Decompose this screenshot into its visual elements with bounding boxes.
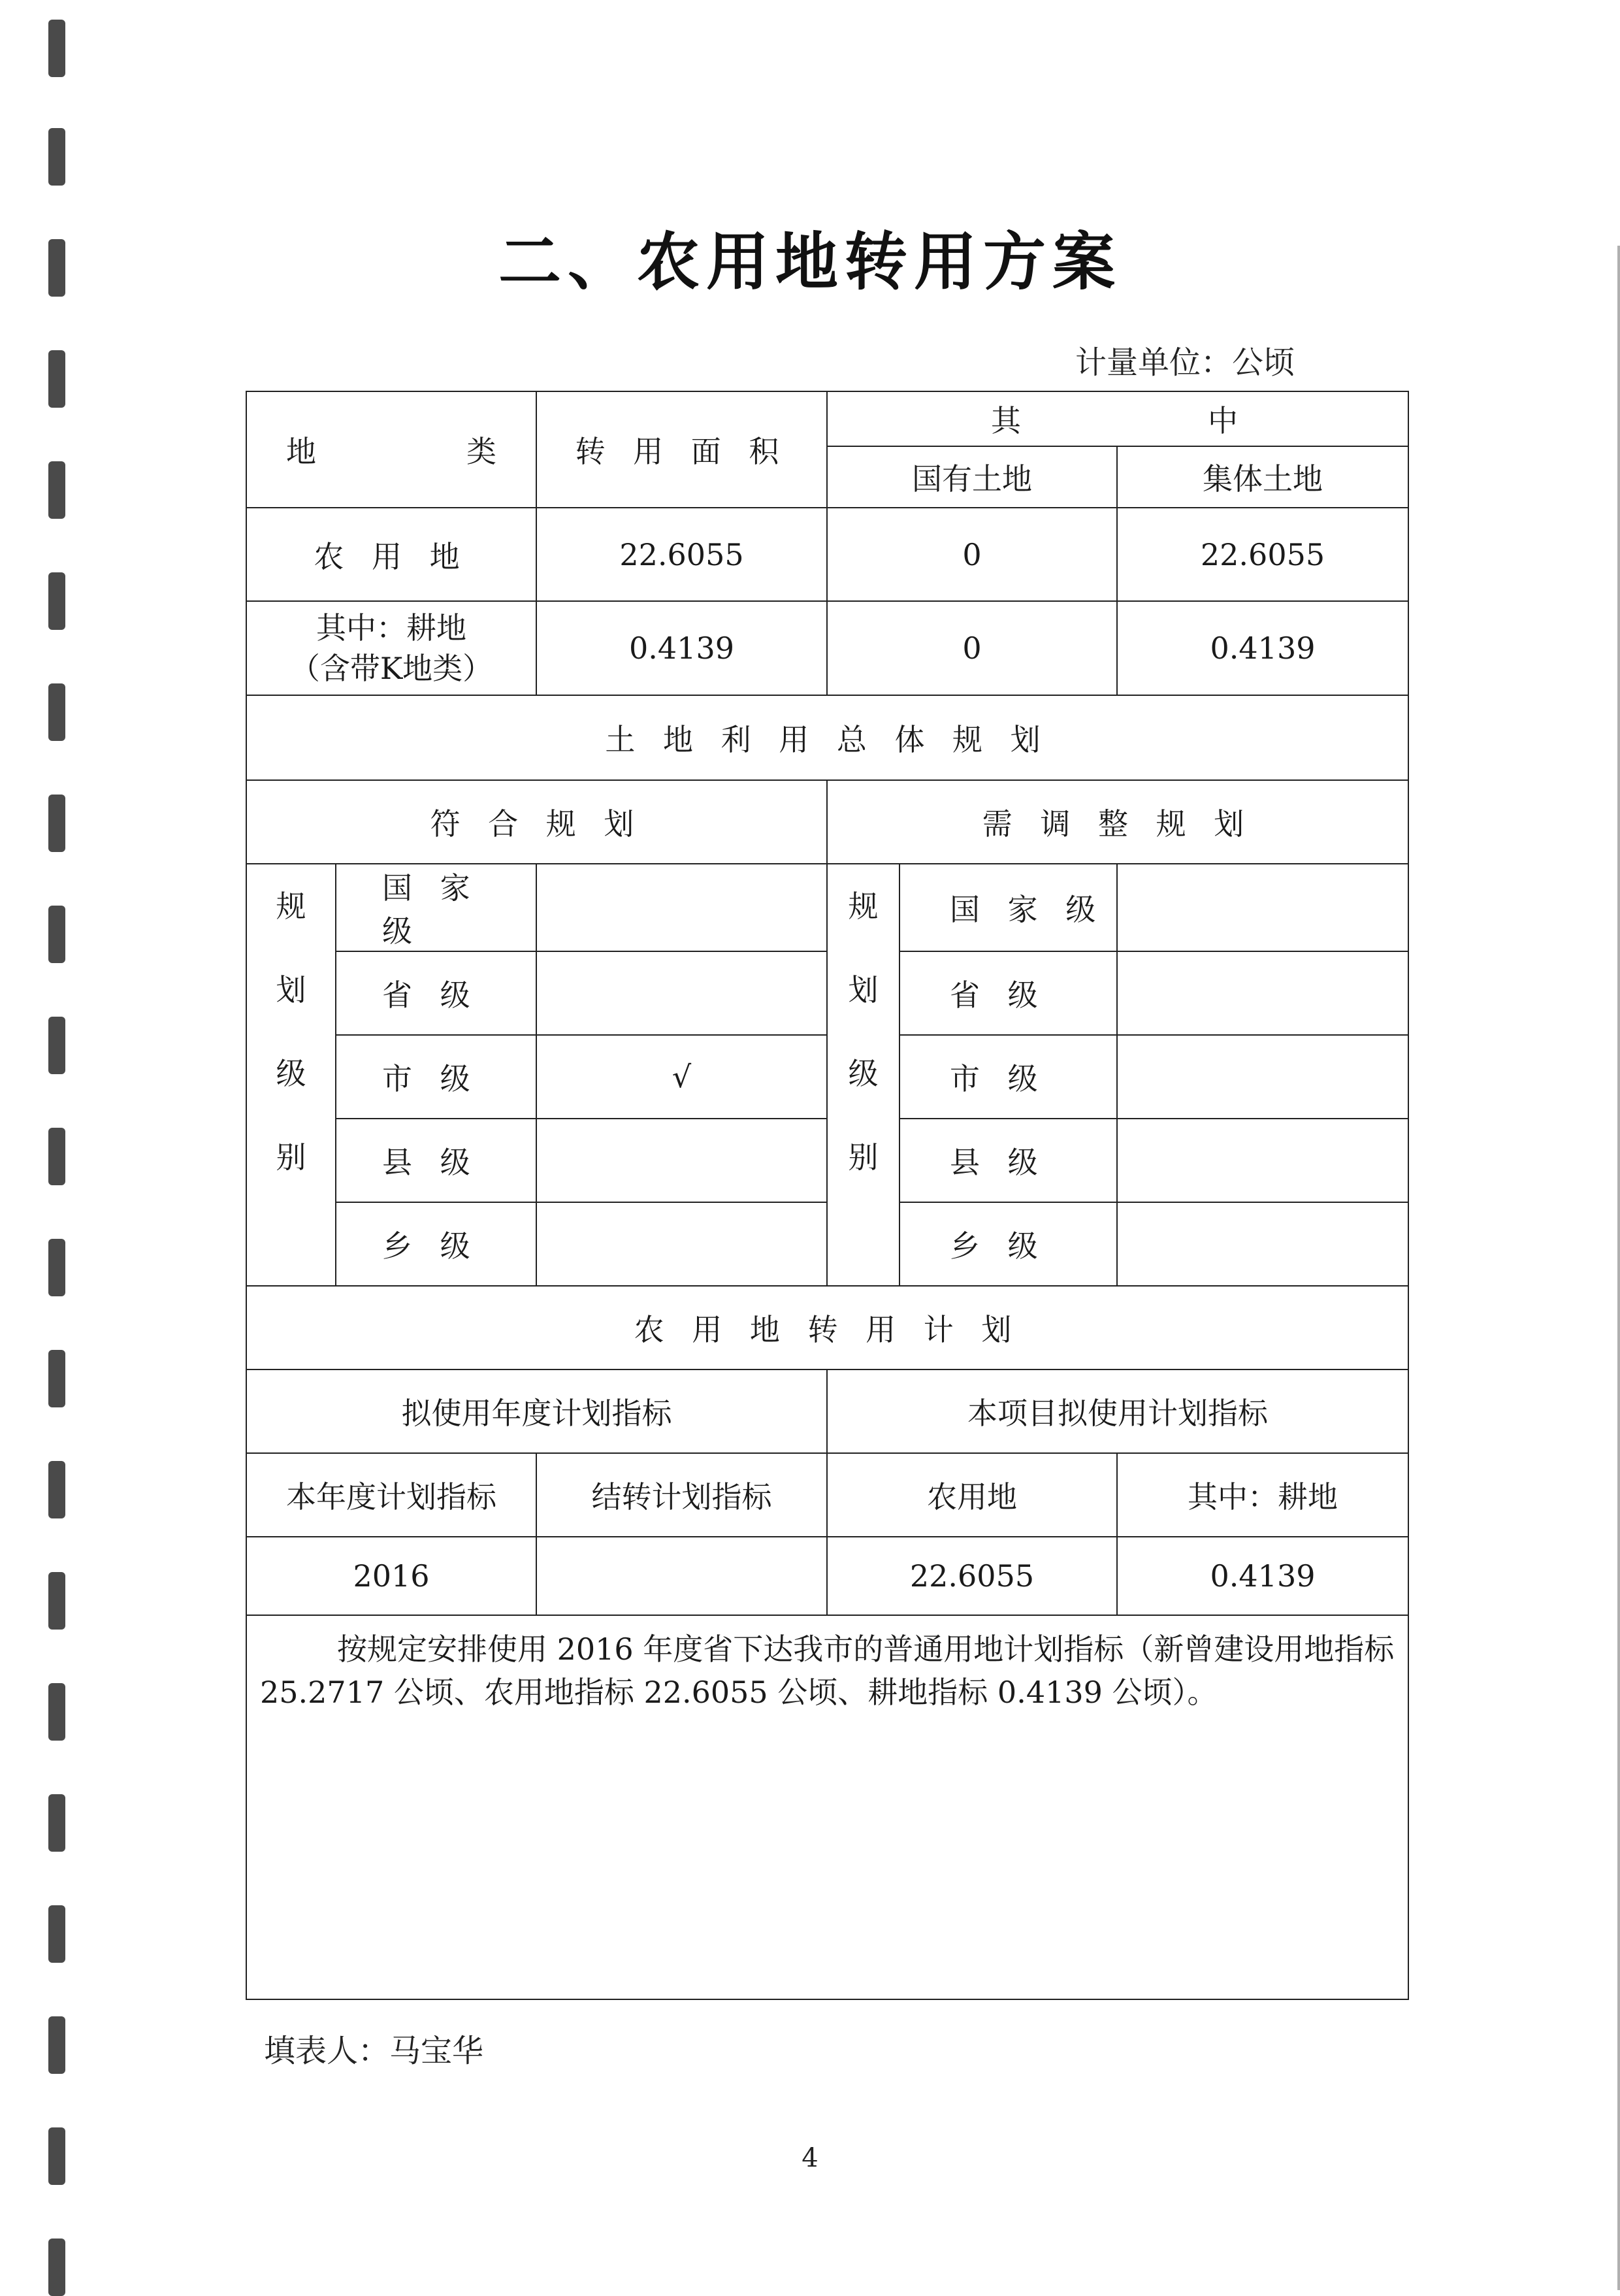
row-cultivated-area: 0.4139 xyxy=(536,601,827,695)
adjust-level-label xyxy=(827,864,899,1286)
adjust-level-township: 乡 级 xyxy=(899,1202,1117,1286)
row-cultivated-label xyxy=(246,601,536,695)
binding-hole xyxy=(48,1128,65,1185)
val-carryover xyxy=(536,1537,827,1615)
conversion-plan-title: 农 用 地 转 用 计 划 xyxy=(246,1286,1408,1369)
binding-hole xyxy=(48,2016,65,2074)
adjust-mark-township xyxy=(1117,1202,1408,1286)
header-state-land: 国有土地 xyxy=(827,446,1117,508)
conform-mark-township xyxy=(536,1202,827,1286)
binding-hole xyxy=(48,1239,65,1296)
header-land-type-a: 地 xyxy=(286,434,316,469)
binding-hole xyxy=(48,2239,65,2296)
binding-hole xyxy=(48,1905,65,1963)
plan-section-title: 土 地 利 用 总 体 规 划 xyxy=(246,695,1408,780)
row-cultivated-label-line2: （含带K地类） xyxy=(289,651,493,686)
conform-mark-provincial xyxy=(536,951,827,1035)
header-transfer-area: 转 用 面 积 xyxy=(536,391,827,508)
adjust-mark-county xyxy=(1117,1119,1408,1202)
adjust-mark-city xyxy=(1117,1035,1408,1119)
conform-level-char: 规 xyxy=(276,889,306,924)
adjust-level-char: 规 xyxy=(848,889,879,924)
conform-mark-national xyxy=(536,864,827,951)
col-cultivated: 其中：耕地 xyxy=(1117,1453,1408,1537)
binding-hole xyxy=(48,461,65,519)
val-cultivated: 0.4139 xyxy=(1117,1537,1408,1615)
page-title: 二、农用地转用方案 xyxy=(498,225,1122,299)
adjust-mark-provincial xyxy=(1117,951,1408,1035)
header-land-type xyxy=(246,391,536,508)
conform-level-city: 市 级 xyxy=(336,1035,536,1119)
binding-hole xyxy=(48,906,65,963)
adjust-level-provincial: 省 级 xyxy=(899,951,1117,1035)
page-number: 4 xyxy=(802,2143,818,2173)
header-land-type-b: 类 xyxy=(466,434,496,469)
binding-hole xyxy=(48,683,65,741)
binding-hole xyxy=(48,128,65,186)
conform-level-township: 乡 级 xyxy=(336,1202,536,1286)
conform-level-char: 别 xyxy=(276,1140,306,1175)
plan-adjust-header: 需 调 整 规 划 xyxy=(827,780,1408,864)
val-agricultural: 22.6055 xyxy=(827,1537,1117,1615)
conform-level-char: 级 xyxy=(276,1056,306,1091)
row-agricultural-state: 0 xyxy=(827,508,1117,601)
header-of-which-a: 其 xyxy=(991,403,1021,438)
adjust-level-char: 级 xyxy=(848,1056,879,1091)
page-edge xyxy=(1617,246,1620,2290)
row-cultivated-label-line1: 其中：耕地 xyxy=(316,610,466,646)
conform-mark-county xyxy=(536,1119,827,1202)
conform-mark-city: √ xyxy=(536,1035,827,1119)
row-cultivated-collective: 0.4139 xyxy=(1117,601,1408,695)
adjust-level-city: 市 级 xyxy=(899,1035,1117,1119)
conform-level-provincial: 省 级 xyxy=(336,951,536,1035)
conform-level-national: 国 家 级 xyxy=(336,864,536,951)
binding-hole xyxy=(48,1017,65,1074)
binding-hole xyxy=(48,20,65,77)
row-agricultural-collective: 22.6055 xyxy=(1117,508,1408,601)
header-of-which xyxy=(827,391,1408,446)
unit-label: 计量单位：公顷 xyxy=(1075,344,1295,381)
adjust-level-national: 国 家 级 xyxy=(899,864,1117,951)
adjust-level-county: 县 级 xyxy=(899,1119,1117,1202)
conform-level-county: 县 级 xyxy=(336,1119,536,1202)
conform-level-char: 划 xyxy=(276,972,306,1008)
note-cell xyxy=(246,1615,1408,1999)
note-text: 按规定安排使用 2016 年度省下达我市的普通用地计划指标（新曾建设用地指标 25.2717 公顷、农用地指标 22.6055 公顷、耕地指标 0.4139 公顷）。 xyxy=(260,1632,1395,1710)
adjust-mark-national xyxy=(1117,864,1408,951)
conform-level-label xyxy=(246,864,336,1286)
binding-hole xyxy=(48,350,65,408)
conversion-table xyxy=(246,391,1409,2000)
adjust-level-char: 划 xyxy=(848,972,879,1008)
binding-hole xyxy=(48,572,65,630)
binding-hole xyxy=(48,1461,65,1518)
val-current-year: 2016 xyxy=(246,1537,536,1615)
plan-conform-header: 符 合 规 划 xyxy=(246,780,827,864)
annual-indicator-header: 拟使用年度计划指标 xyxy=(246,1369,827,1453)
adjust-level-char: 别 xyxy=(848,1140,879,1175)
binding-hole xyxy=(48,1572,65,1630)
header-of-which-b: 中 xyxy=(1208,403,1239,438)
col-current-year: 本年度计划指标 xyxy=(246,1453,536,1537)
col-carryover: 结转计划指标 xyxy=(536,1453,827,1537)
filler-label: 填表人：马宝华 xyxy=(264,2033,484,2069)
project-indicator-header: 本项目拟使用计划指标 xyxy=(827,1369,1408,1453)
binding-hole xyxy=(48,1683,65,1741)
binding-hole xyxy=(48,1794,65,1852)
row-agricultural-label: 农 用 地 xyxy=(246,508,536,601)
binding-hole xyxy=(48,795,65,852)
binding-hole xyxy=(48,1350,65,1407)
row-agricultural-area: 22.6055 xyxy=(536,508,827,601)
row-cultivated-state: 0 xyxy=(827,601,1117,695)
header-collective-land: 集体土地 xyxy=(1117,446,1408,508)
col-agricultural: 农用地 xyxy=(827,1453,1117,1537)
